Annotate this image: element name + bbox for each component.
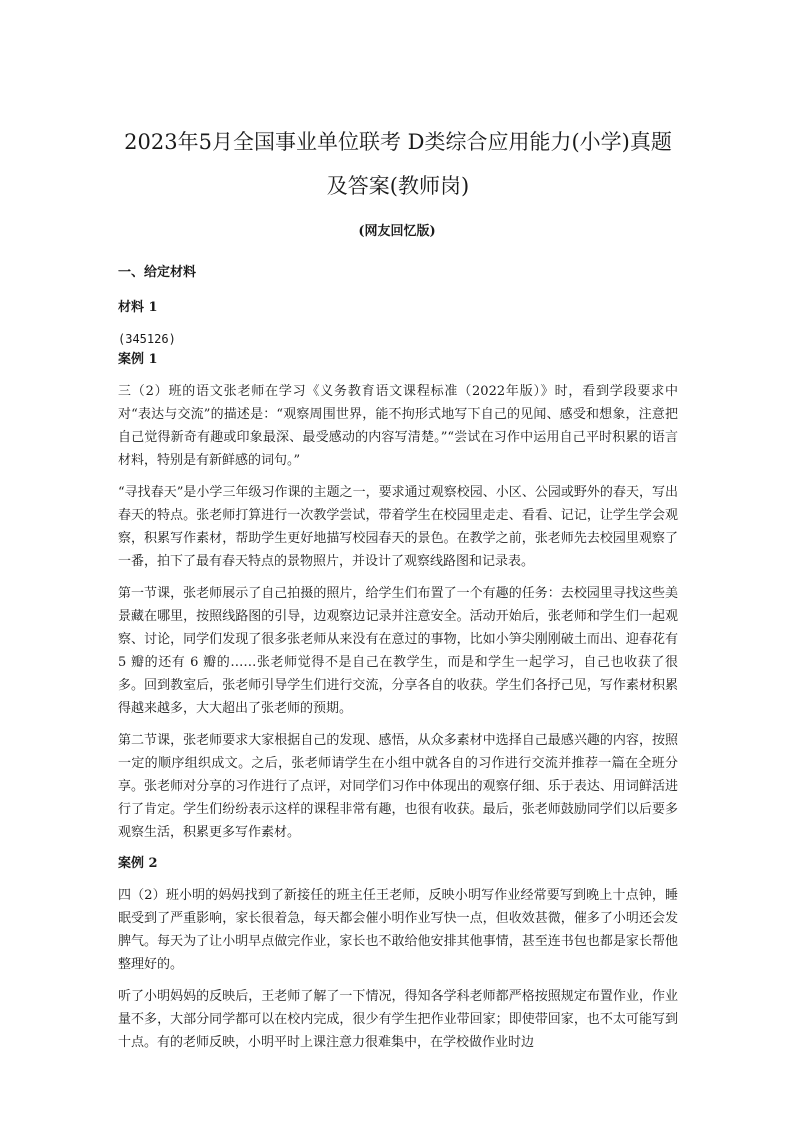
case-1-paragraph-3: 第一节课，张老师展示了自己拍摄的照片，给学生们布置了一个有趣的任务：去校园里寻找这些美景藏在哪里，按照线路图的引导，边观察边记录并注意安全。活动开始后，张老师和学生们一起观察、讨论，同学们发现了很多张老师从来没有在意过的事物，比如小笋尖刚刚破土而出、迎春花有 5 瓣的还有 6 瓣的……张老师觉得不是自己在教学生，而是和学生一起学习，自己也收获了很多。回到教室后，张老师引导学生们进行交流，分享各自的收获。学生们各抒己见，写作素材积累得越来越多，大大超出了张老师的预期。 (118, 586, 678, 716)
document-subtitle: (网友回忆版) (358, 224, 436, 239)
case-2-paragraph-2: 听了小明妈妈的反映后，王老师了解了一下情况，得知各学科老师都严格按照规定布置作业，作业量不多，大部分同学都可以在校内完成，很少有学生把作业带回家；即使带回家，也不太可能写到十点。有的老师反映，小明平时上课注意力很难集中，在学校做作业时边 (118, 989, 678, 1050)
case-1-paragraph-4: 第二节课，张老师要求大家根据自己的发现、感悟，从众多素材中选择自己最感兴趣的内容，按照一定的顺序组织成文。之后，张老师请学生在小组中就各自的习作进行交流并推荐一篇在全班分享。张老师对分享的习作进行了点评，对同学们习作中体现出的观察仔细、乐于表达、用词鲜活进行了肯定。学生们纷纷表示这样的课程非常有趣，也很有收获。最后，张老师鼓励同学们以后要多观察生活，积累更多写作素材。 (118, 733, 678, 840)
material-code: (345126) (118, 332, 176, 346)
case-1-paragraph-2: “寻找春天”是小学三年级习作课的主题之一，要求通过观察校园、小区、公园或野外的春天，写出春天的特点。张老师打算进行一次教学尝试，带着学生在校园里走走、看看、记记，让学生学会观察，积累写作素材，帮助学生更好地描写校园春天的景色。在教学之前，张老师先去校园里观察了一番，拍下了最有春天特点的景物照片，并设计了观察线路图和记录表。 (118, 485, 678, 569)
case-1-paragraph-1: 三（2）班的语文张老师在学习《义务教育语文课程标准（2022年版）》时，看到学段要求中对“表达与交流”的描述是：“观察周围世界，能不拘形式地写下自己的见闻、感受和想象，注意把自己觉得新奇有趣或印象最深、最受感动的内容写清楚。”“尝试在习作中运用自己平时积累的语言材料，特别是有新鲜感的词句。” (118, 384, 678, 468)
case-2-heading: 案例 2 (118, 856, 158, 871)
case-1-heading: 案例 1 (118, 352, 158, 367)
case-2-paragraph-1: 四（2）班小明的妈妈找到了新接任的班主任王老师，反映小明写作业经常要写到晚上十点钟，睡眠受到了严重影响，家长很着急，每天都会催小明作业写快一点，但收效甚微，催多了小明还会发脾气。每天为了让小明早点做完作业，家长也不敢给他安排其他事情，甚至连书包也都是家长帮他整理好的。 (118, 888, 678, 972)
material-heading: 材料 1 (118, 300, 158, 315)
document-title: 2023年5月全国事业单位联考 D类综合应用能力(小学)真题及答案(教师岗) (124, 130, 672, 198)
document-body (118, 262, 678, 1063)
section-heading-materials: 一、给定材料 (118, 265, 197, 280)
